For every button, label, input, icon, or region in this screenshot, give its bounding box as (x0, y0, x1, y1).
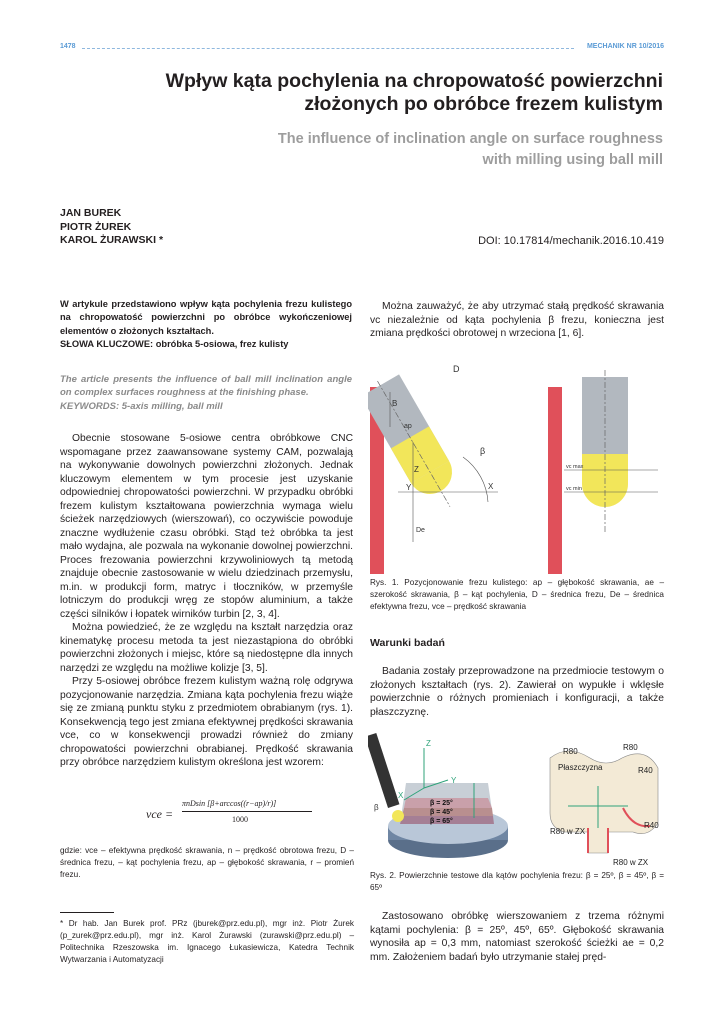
tool-shank (368, 733, 399, 808)
keywords-pl: SŁOWA KLUCZOWE: obróbka 5-osiowa, frez kulisty (60, 338, 289, 349)
workpiece-right (548, 387, 562, 574)
label-r40b: R40 (644, 821, 659, 830)
authors (60, 207, 163, 248)
title-pl-line2: złożonych po obróbce frezem kulistym (304, 93, 663, 115)
figure-1 (368, 362, 664, 574)
author-3: KAROL ŻURAWSKI * (60, 234, 164, 246)
label-r80zx2: R80 w ZX (613, 858, 649, 867)
label-z: Z (426, 739, 431, 748)
label-beta: β (480, 446, 486, 456)
abstract-polish (60, 298, 352, 351)
label-beta: β (374, 803, 379, 812)
title-en-line1: The influence of inclination angle on surface roughness (277, 131, 663, 147)
label-r80b: R80 (623, 743, 638, 752)
label-r40a: R40 (638, 766, 653, 775)
label-y: Y (451, 776, 457, 785)
paragraph: Można powiedzieć, że ze względu na kształt narzędzia oraz kinematykę procesu metoda ta jest niezastąpiona do obróbki powierzchni złożonych i miejsc, które są niedostępne dla innych narzędzi ze względu na możliwe kolizje [3, 5]. (60, 622, 353, 674)
footnote: * Dr hab. Jan Burek prof. PRz (jburek@prz.edu.pl), mgr inż. Piotr Żurek (p_zurek@prz.edu.pl), mgr inż. Karol Żurawski (zurawski@prz.edu.pl) – Politechnika Rzeszowska im. Ignacego Łukasiewicza, Katedra Technik Wytwarzania i Automatyzacji (60, 919, 354, 964)
label-vc-min: vc min (566, 486, 582, 492)
doi[interactable]: DOI: 10.17814/mechanik.2016.10.419 (478, 235, 664, 247)
tool-ball (392, 810, 404, 822)
label-B: B (392, 399, 398, 408)
author-2: PIOTR ŻUREK (60, 220, 132, 233)
paragraph: Badania zostały przeprowadzone na przedmiocie testowym o złożonych kształtach (rys. 2). Zawierał on wypukłe i wklęsłe powierzchnie o różnych promieniach i konfiguracji, a także płaszczyznę. (370, 666, 664, 718)
label-De: De (416, 527, 425, 534)
body-right-intro (370, 300, 664, 341)
figure-1-caption: Rys. 1. Pozycjonowanie frezu kulistego: ap – głębokość skrawania, ae – szerokość skrawania, β – kąt pochylenia, D – średnica frezu, De – średnica efektywna frezu, vce – prędkość skrawania (370, 578, 664, 611)
abstract-pl-text: W artykule przedstawiono wpływ kąta pochylenia frezu kulistego na chropowatość powierzchni po obróbce wykończeniowej elementów o złożonych kształtach. (60, 299, 352, 336)
formula-denominator: 1000 (232, 815, 248, 824)
abstract-en-text: The article presents the influence of ball mill inclination angle on complex surfaces roughness at the finishing phase. (60, 374, 352, 399)
formula-lhs: vce = (146, 807, 174, 821)
abstract-english (60, 373, 352, 413)
label-y: Y (406, 483, 412, 492)
figure-1-diagram (368, 362, 664, 574)
fraction-bar (182, 811, 312, 812)
figure-2-caption: Rys. 2. Powierzchnie testowe dla kątów pochylenia frezu: β = 25º, β = 45º, β = 65º (370, 871, 664, 892)
body-right-methods (370, 910, 664, 964)
label-x: X (488, 482, 494, 491)
title-en-line2: with milling using ball mill (482, 152, 663, 168)
label-z: Z (414, 465, 419, 474)
label-b25: β = 25° (430, 800, 453, 807)
title-polish (60, 70, 663, 116)
paragraph: Można zauważyć, że aby utrzymać stałą prędkość skrawania vc niezależnie od kąta pochylenia β frezu, konieczna jest zmiana prędkości obrotowej n wrzeciona [1, 6]. (370, 301, 664, 339)
label-ap: ap (404, 423, 412, 430)
label-b45: β = 45° (430, 809, 453, 816)
label-D: D (453, 364, 460, 374)
title-english (200, 129, 663, 171)
keywords-en: KEYWORDS: 5-axis milling, ball mill (60, 400, 223, 412)
title-pl-line1: Wpływ kąta pochylenia na chropowatość powierzchni (165, 70, 663, 92)
paragraph: Zastosowano obróbkę wierszowaniem z trzema różnymi kątami pochylenia: β = 25º, 45º, 65º. Głębokość skrawania wynosiła ap = 0,3 mm, natomiast szerokość ścieżki ae = 0,2 mm. Założeniem badań było utrzymanie stałej pręd- (370, 911, 664, 963)
figure-2-diagram (368, 728, 664, 868)
body-right-conditions (370, 665, 664, 719)
journal-name: MECHANIK NR 10/2016 (586, 43, 664, 50)
label-plaszczyzna: Płaszczyzna (558, 763, 603, 772)
label-x: X (398, 791, 404, 800)
header-divider (82, 48, 574, 49)
section-heading: Warunki badań (370, 637, 445, 649)
footnote-divider (60, 912, 114, 913)
paragraph: Przy 5-osiowej obróbce frezem kulistym ważną rolę odgrywa pozycjonowanie narzędzia. Zmiana kąta pochylenia frezu wiąże się ze zmianą punktu styku z przedmiotem obrabianym (rys. 1). Konsekwencją tego jest zmiana efektywnej prędkości skrawania vce, co w konsekwencji prowadzi również do zmiany chropowatości powierzchni obrabianej. Prędkość skrawania przy obróbce narzędziem kulistym określona jest wzorem: (60, 676, 353, 768)
paragraph: Obecnie stosowane 5-osiowe centra obróbkowe CNC wspomagane przez zaawansowane systemy CAM, pozwalają na wykonywanie dowolnych powierzchni złożonych. Jednak kluczowym elementem w tym procesie jest uzyskanie odpowiedniej chropowatości powierzchni. W przypadku obróbki frezem kulistym kształtowana powierzchnia wymaga wielu ścieżek narzędziowych (wierszowań), co oczywiście powoduje znaczne wydłużenie czasu obróbki. Stąd też obróbka ta jest mało wydajna, ale pozwala na wykonanie dowolnej powierzchni. Proces frezowania powierzchni krzywoliniowych tą metodą znajduje obecnie zastosowanie w wielu dziedzinach przemysłu, m.in. w produkcji form, matryc i tłoczników, w przemyśle lotniczym do produkcji wręg ze stopów aluminium, a także części silników i łopatek wirników turbin [2, 3, 4]. (60, 433, 353, 620)
body-left-column (60, 432, 353, 770)
formula-numerator: πnDsin [β+arccos((r−ap)/r)] (182, 799, 277, 808)
label-r80a: R80 (563, 747, 578, 756)
author-1: JAN BUREK (60, 207, 122, 219)
label-vc-max: vc max (566, 464, 584, 470)
page-number: 1478 (60, 43, 76, 50)
label-r80zx1: R80 w ZX (550, 827, 586, 836)
label-b65: β = 65° (430, 818, 453, 825)
symbol-legend: gdzie: vce – efektywna prędkość skrawania, n – prędkość obrotowa frezu, D – średnica frezu, – kąt pochylenia frezu, ap – głębokość skrawania, r – promień frezu. (60, 846, 354, 879)
figure-2 (368, 728, 664, 868)
